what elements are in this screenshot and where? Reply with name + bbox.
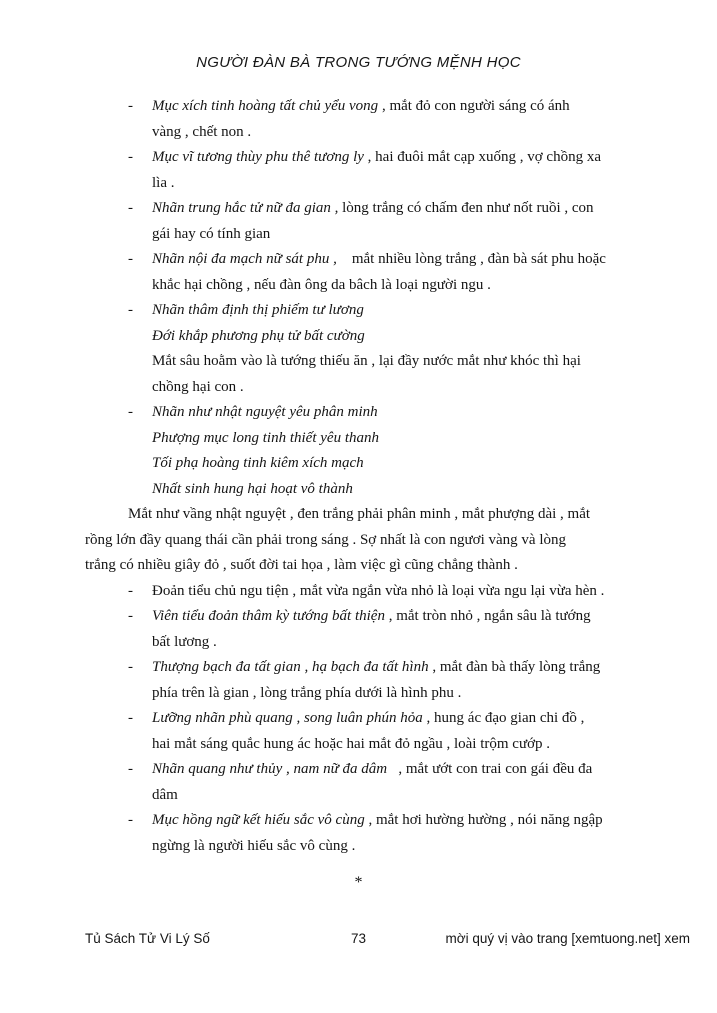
- term-text: Phượng mục long tinh thiết yêu thanh: [152, 429, 379, 446]
- term-text: Mục vĩ tương thùy phu thê tương ly: [152, 149, 364, 165]
- explanation-text: dâm: [152, 786, 178, 803]
- footer-book-series: Tủ Sách Tử Vi Lý Số: [85, 931, 210, 946]
- explanation-text: vàng , chết non .: [152, 123, 252, 140]
- explanation-text: hai mắt sáng quắc hung ác hoặc hai mắt đỏ ngầu , loài trộm cướp .: [152, 735, 551, 752]
- bullet-dash-icon: -: [128, 761, 133, 777]
- footer-page-number: 73: [350, 931, 367, 946]
- explanation-text: , mắt ướt con trai con gái đều đa: [387, 761, 593, 777]
- text-line: [85, 451, 685, 477]
- text-line: [85, 171, 685, 197]
- bullet-dash-icon: -: [128, 404, 133, 420]
- body-text: [85, 94, 685, 859]
- text-line: [85, 477, 685, 503]
- bullet-dash-icon: -: [128, 812, 133, 828]
- term-text: Viên tiểu đoản thâm kỳ tướng bất thiện: [152, 608, 385, 624]
- bullet-dash-icon: -: [128, 98, 133, 114]
- term-text: Nhất sinh hung hại hoạt vô thành: [152, 480, 353, 497]
- text-line: [85, 630, 685, 656]
- term-text: Nhãn như nhật nguyệt yêu phân minh: [152, 404, 378, 420]
- text-line: [85, 247, 685, 273]
- explanation-text: , mắt tròn nhỏ , ngắn sâu là tướng: [384, 608, 591, 624]
- term-text: Nhãn nội đa mạch nữ sát phu ,: [152, 251, 337, 267]
- bullet-dash-icon: -: [128, 582, 133, 599]
- text-line: [85, 732, 685, 758]
- text-line: [85, 273, 685, 299]
- text-line: [85, 553, 685, 579]
- text-line: [85, 502, 685, 528]
- text-line: [85, 375, 685, 401]
- bullet-dash-icon: -: [128, 302, 133, 318]
- text-line: [85, 783, 685, 809]
- section-separator-star: *: [354, 874, 363, 891]
- term-text: Nhãn quang như thủy , nam nữ đa dâm: [152, 761, 388, 777]
- explanation-text: , mắt đàn bà thấy lòng trắng: [428, 659, 601, 675]
- explanation-text: ngừng là người hiếu sắc vô cùng .: [152, 837, 356, 854]
- text-line: [85, 145, 685, 171]
- explanation-text: , hung ác đạo gian chi đồ ,: [422, 710, 585, 726]
- explanation-text: lòng trắng có chấm đen như nốt ruồi , con: [338, 200, 594, 216]
- explanation-text: , mắt đỏ con người sáng có ánh: [378, 98, 570, 114]
- bullet-dash-icon: -: [128, 659, 133, 675]
- text-line: [85, 706, 685, 732]
- explanation-text: , mắt hơi hường hường , nói năng ngập: [364, 812, 603, 828]
- text-line: [85, 120, 685, 146]
- explanation-text: Đoản tiểu chủ ngu tiện , mắt vừa ngắn vừa nhỏ là loại vừa ngu lại vừa hèn .: [152, 582, 605, 599]
- bullet-dash-icon: -: [128, 200, 133, 216]
- explanation-text: gái hay có tính gian: [152, 225, 271, 242]
- text-line: [85, 298, 685, 324]
- term-text: Mục xích tinh hoàng tất chủ yểu vong: [152, 98, 379, 114]
- term-text: Tối phạ hoàng tinh kiêm xích mạch: [152, 455, 364, 471]
- text-line: [85, 400, 685, 426]
- bullet-dash-icon: -: [128, 149, 133, 165]
- explanation-text: khắc hại chồng , nếu đàn ông da bâch là loại người ngu .: [152, 276, 491, 293]
- explanation-text: lìa .: [152, 174, 175, 191]
- text-line: [85, 757, 685, 783]
- term-text: Nhãn thâm định thị phiếm tư lương: [152, 302, 364, 318]
- text-line: [85, 94, 685, 120]
- footer-site-note: mời quý vị vào trang [xemtuong.net] xem: [445, 931, 690, 946]
- text-line: [85, 426, 685, 452]
- explanation-text: bất lương .: [152, 633, 217, 650]
- text-line: [85, 324, 685, 350]
- explanation-text: phía trên là gian , lòng trắng phía dưới là hình phu .: [152, 684, 462, 701]
- text-line: [85, 528, 685, 554]
- text-line: [85, 834, 685, 860]
- explanation-text: mắt nhiều lòng trắng , đàn bà sát phu hoặc: [336, 251, 606, 267]
- page-title: NGƯỜI ĐÀN BÀ TRONG TƯỚNG MỆNH HỌC: [196, 54, 521, 71]
- explanation-text: Mắt như vầng nhật nguyệt , đen trắng phải phân minh , mắt phượng dài , mắt: [128, 506, 591, 522]
- text-line: [85, 604, 685, 630]
- explanation-text: chồng hại con .: [152, 378, 244, 395]
- page-footer: [0, 931, 717, 949]
- bullet-dash-icon: -: [128, 608, 133, 624]
- text-line: [85, 222, 685, 248]
- text-line: [85, 681, 685, 707]
- text-line: [85, 196, 685, 222]
- text-line: [85, 655, 685, 681]
- text-line: [85, 579, 685, 605]
- text-line: [85, 349, 685, 375]
- explanation-text: , hai đuôi mắt cạp xuống , vợ chồng xa: [363, 149, 601, 165]
- term-text: Mục hồng ngữ kết hiếu sắc vô cùng: [152, 812, 365, 828]
- bullet-dash-icon: -: [128, 251, 133, 267]
- explanation-text: trắng có nhiều giây đỏ , suốt đời tai họa , làm việc gì cũng chẳng thành .: [85, 557, 518, 573]
- bullet-dash-icon: -: [128, 710, 133, 726]
- term-text: Thượng bạch đa tất gian , hạ bạch đa tất hình: [152, 659, 429, 675]
- term-text: Lưỡng nhãn phù quang , song luân phún hỏa: [152, 710, 423, 726]
- explanation-text: Mắt sâu hoằm vào là tướng thiếu ăn , lại đầy nước mắt như khóc thì hại: [152, 353, 581, 369]
- explanation-text: rồng lớn đầy quang thái cần phải trong sáng . Sợ nhất là con ngươi vàng và lòng: [85, 531, 566, 548]
- text-line: [85, 808, 685, 834]
- term-text: Đới khắp phương phụ tử bất cường: [152, 327, 365, 344]
- term-text: Nhãn trung hắc tử nữ đa gian ,: [152, 200, 339, 216]
